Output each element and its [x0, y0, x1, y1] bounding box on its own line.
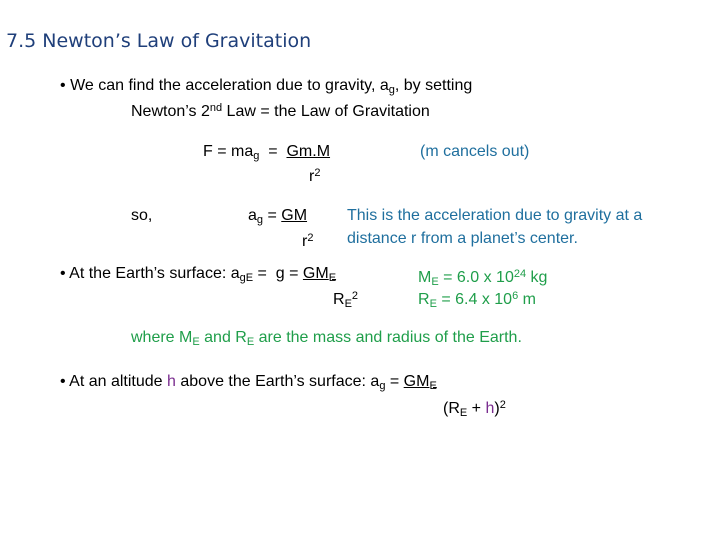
earth-radius-value: $R_E = 6.4$ x $10^6$ m	[418, 290, 536, 310]
bullet-3-altitude: • At an altitude h above the Earth’s surface: $a_g = GM_E$	[60, 373, 437, 392]
equation-force: $F = ma_g = Gm.M$	[203, 143, 331, 162]
fraction-denominator: $(R_E + h)^2$	[443, 399, 506, 419]
fraction-numerator: $GM_E$	[403, 373, 437, 392]
page-title: 7.5 Newton’s Law of Gravitation	[6, 30, 312, 52]
bullet-marker: •	[60, 77, 66, 94]
cancel-note: (m cancels out)	[420, 143, 530, 160]
equation-gravity-acceleration: $a_g$ = GM	[248, 207, 308, 226]
earth-mass-value: $M_E = 6.0$ x $10^{24}$ kg	[418, 268, 548, 288]
acceleration-note-line-2: distance r from a planet’s center.	[347, 230, 578, 247]
fraction-numerator: GM	[281, 207, 308, 224]
so-label: so,	[131, 207, 153, 224]
earth-definition-note: where $M_E$ and $R_E$ are the mass and radius of the Earth.	[131, 329, 522, 348]
bullet-marker: •	[60, 373, 66, 390]
fraction-denominator: $r^2$	[302, 232, 314, 250]
fraction-numerator: Gm.M	[286, 143, 331, 160]
fraction-denominator: $R_E^2$	[333, 290, 359, 310]
bullet-1-line-1: • We can find the acceleration due to gravity, $a_g$, by setting	[60, 77, 473, 96]
acceleration-note-line-1: This is the acceleration due to gravity at a	[347, 207, 643, 224]
bullet-1-line-2: Newton’s 2nd Law = the Law of Gravitation	[131, 102, 430, 120]
bullet-2-earth-surface: • At the Earth’s surface: $a_{gE} = g = GM_E$	[60, 265, 337, 284]
fraction-denominator: $r^2$	[309, 167, 321, 185]
fraction-numerator: $GM_E$	[302, 265, 337, 284]
bullet-marker: •	[60, 265, 66, 282]
